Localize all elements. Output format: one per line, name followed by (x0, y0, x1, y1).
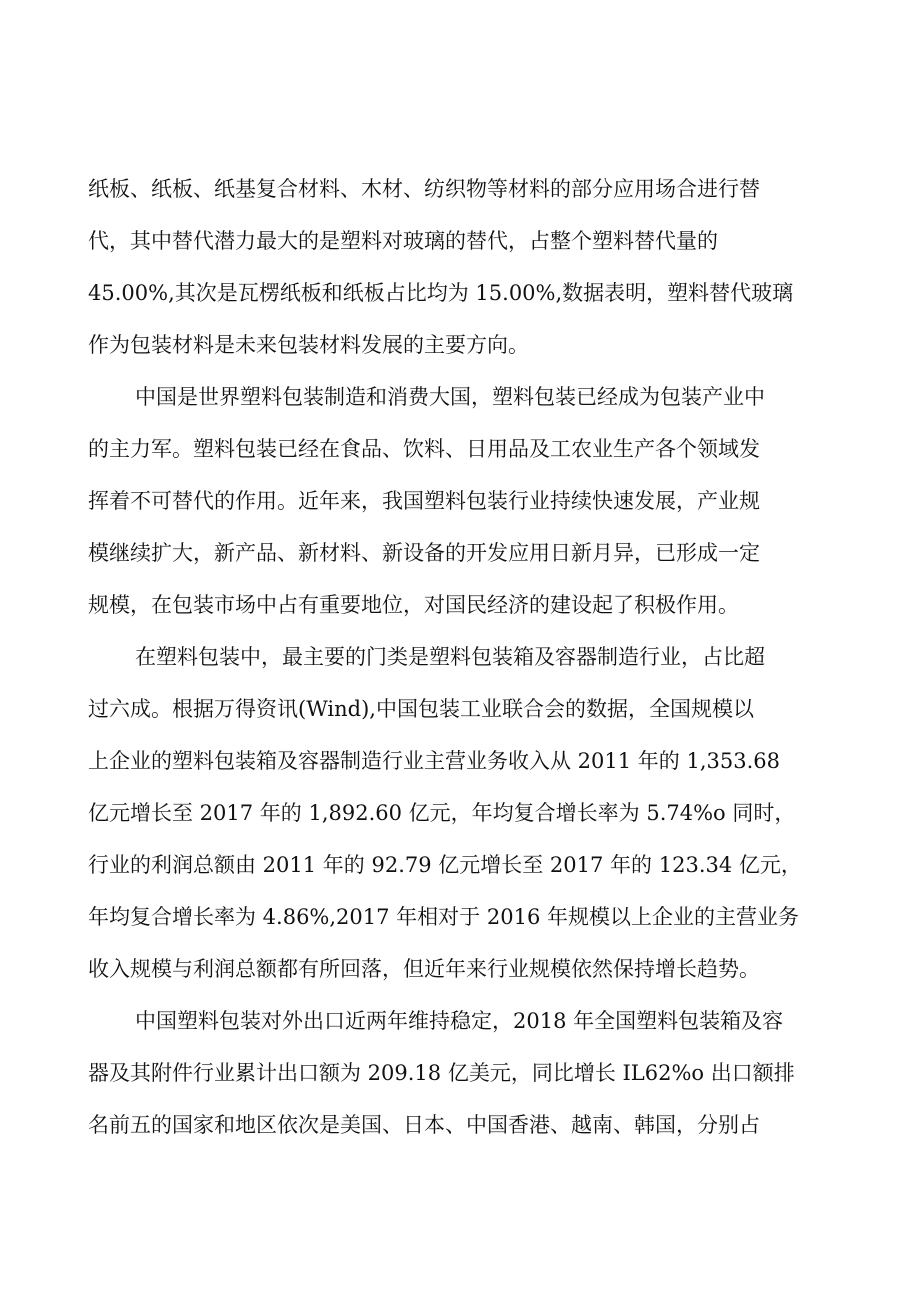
text-line: 过六成。根据万得资讯(Wind),中国包装工业联合会的数据，全国规模以 (88, 697, 754, 721)
paragraph-first-line: 中国是世界塑料包装制造和消费大国，塑料包装已经成为包装产业中 (135, 385, 765, 409)
text-line: 45.00%,其次是瓦楞纸板和纸板占比均为 15.00%,数据表明，塑料替代玻璃 (88, 281, 794, 305)
text-line: 规模，在包装市场中占有重要地位，对国民经济的建设起了积极作用。 (88, 593, 739, 617)
text-line: 年均复合增长率为 4.86%,2017 年相对于 2016 年规模以上企业的主营业务 (88, 905, 799, 929)
text-line: 挥着不可替代的作用。近年来，我国塑料包装行业持续快速发展，产业规 (88, 489, 760, 513)
text-line: 模继续扩大，新产品、新材料、新设备的开发应用日新月异，已形成一定 (88, 541, 760, 565)
text-line: 行业的利润总额由 2011 年的 92.79 亿元增长至 2017 年的 123.34 亿元， (88, 853, 802, 877)
text-line: 亿元增长至 2017 年的 1,892.60 亿元，年均复合增长率为 5.74%o 同时， (88, 801, 796, 825)
text-line: 上企业的塑料包装箱及容器制造行业主营业务收入从 2011 年的 1,353.68 (88, 749, 780, 773)
paragraph-first-line: 在塑料包装中，最主要的门类是塑料包装箱及容器制造行业，占比超 (135, 645, 765, 669)
paragraph-first-line: 中国塑料包装对外出口近两年维持稳定，2018 年全国塑料包装箱及容 (135, 1009, 784, 1033)
text-line: 收入规模与利润总额都有所回落，但近年来行业规模依然保持增长趋势。 (88, 957, 760, 981)
text-line: 代，其中替代潜力最大的是塑料对玻璃的替代，占整个塑料替代量的 (88, 229, 718, 253)
text-line: 名前五的国家和地区依次是美国、日本、中国香港、越南、韩国，分别占 (88, 1113, 760, 1137)
text-line: 纸板、纸板、纸基复合材料、木材、纺织物等材料的部分应用场合进行替 (88, 177, 760, 201)
text-line: 的主力军。塑料包装已经在食品、饮料、日用品及工农业生产各个领域发 (88, 437, 760, 461)
text-line: 作为包装材料是未来包装材料发展的主要方向。 (88, 333, 529, 357)
text-line: 器及其附件行业累计出口额为 209.18 亿美元，同比增长 IL62%o 出口额排 (88, 1061, 795, 1085)
